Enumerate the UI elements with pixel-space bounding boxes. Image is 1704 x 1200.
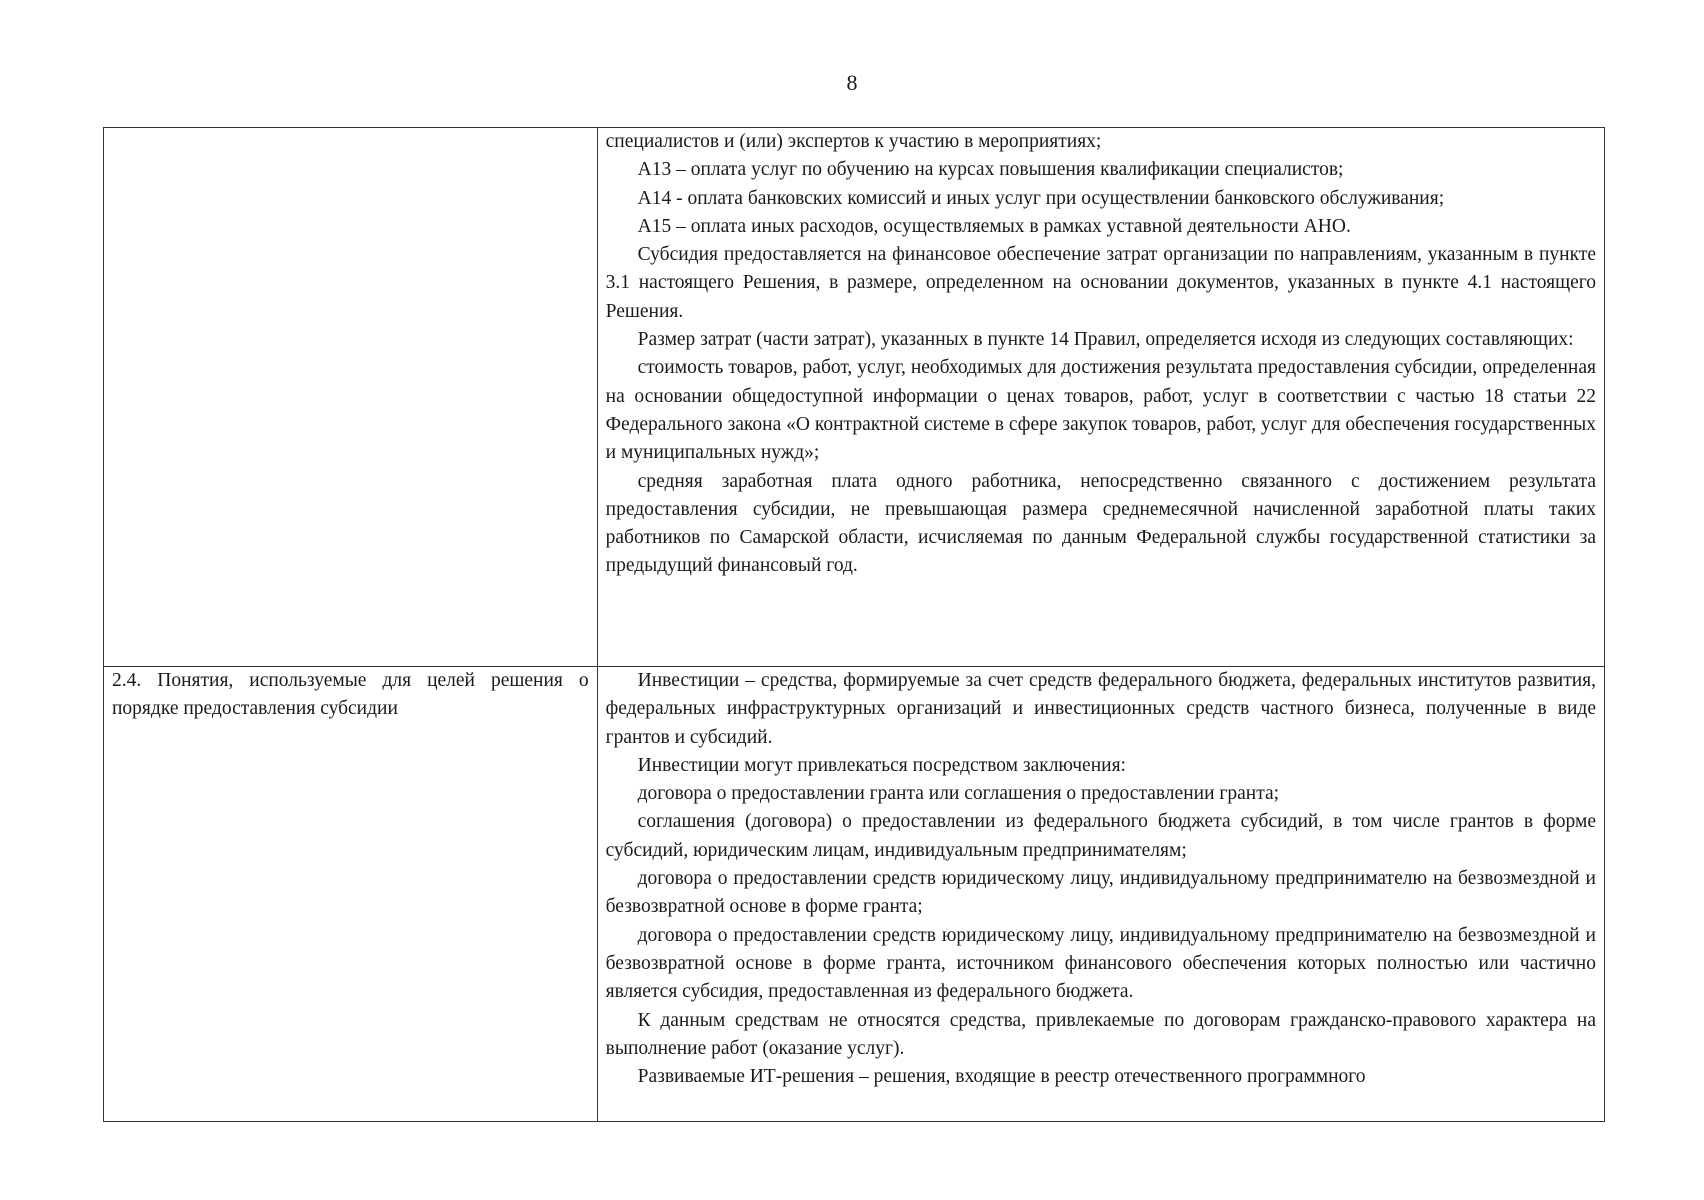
right-cell xyxy=(597,667,1604,1122)
document-table xyxy=(103,127,1605,1122)
table-row xyxy=(104,667,1605,1122)
right-cell xyxy=(597,128,1604,667)
paragraph: соглашения (договора) о предоставлении из федерального бюджета субсидий, в том числе грантов в форме субсидий, юридическим лицам, индивидуальным предпринимателям; xyxy=(605,811,1596,861)
paragraph: А13 – оплата услуг по обучению на курсах повышения квалификации специалистов; xyxy=(637,159,1344,181)
paragraph: А14 - оплата банковских комиссий и иных услуг при осуществлении банковского обслуживания; xyxy=(637,187,1445,209)
paragraph: К данным средствам не относятся средства, привлекаемые по договорам гражданско-правового характера на выполнение работ (оказание услуг). xyxy=(605,1009,1596,1059)
paragraph: А15 – оплата иных расходов, осуществляемых в рамках уставной деятельности АНО. xyxy=(637,215,1351,237)
paragraph: Субсидия предоставляется на финансовое обеспечение затрат организации по направлениям, указанным в пункте 3.1 настоящего Решения, в размере, определенном на основании документов, указанных в пункте 4.1 настоящего Решения. xyxy=(605,244,1596,322)
paragraph: Инвестиции – средства, формируемые за счет средств федерального бюджета, федеральных институтов развития, федеральных инфраструктурных организаций и инвестиционных средств частного бизнеса, полученные в виде грантов и субсидий. xyxy=(605,670,1596,748)
paragraph: договора о предоставлении гранта или соглашения о предоставлении гранта; xyxy=(637,783,1280,805)
paragraph: Развиваемые ИТ-решения – решения, входящие в реестр отечественного программного xyxy=(637,1066,1366,1088)
table-row xyxy=(104,128,1605,667)
left-cell xyxy=(104,667,598,1122)
paragraph: договора о предоставлении средств юридическому лицу, индивидуальному предпринимателю на безвозмездной и безвозвратной основе в форме гранта; xyxy=(605,868,1596,918)
paragraph: специалистов и (или) экспертов к участию в мероприятиях; xyxy=(605,131,1102,152)
paragraph: Размер затрат (части затрат), указанных в пункте 14 Правил, определяется исходя из следующих составляющих: xyxy=(637,329,1574,351)
page-number: 8 xyxy=(846,70,858,95)
paragraph: средняя заработная плата одного работника, непосредственно связанного с достижением результата предоставления субсидии, не превышающая размера среднемесячной начисленной заработной платы таких работников по Самарской области, исчисляемая по данным Федеральной службы государственной статистики за предыдущий финансовый год. xyxy=(605,470,1596,577)
left-cell-empty xyxy=(104,128,598,667)
paragraph: стоимость товаров, работ, услуг, необходимых для достижения результата предоставления субсидии, определенная на основании общедоступной информации о ценах товаров, работ, услуг в соответствии с частью 18 статьи 22 Федерального закона «О контрактной системе в сфере закупок товаров, работ, услуг для обеспечения государственных и муниципальных нужд»; xyxy=(605,357,1596,464)
paragraph: Инвестиции могут привлекаться посредством заключения: xyxy=(637,754,1126,776)
section-heading: 2.4. Понятия, используемые для целей решения о порядке предоставления субсидии xyxy=(112,670,589,720)
paragraph: договора о предоставлении средств юридическому лицу, индивидуальному предпринимателю на безвозмездной и безвозвратной основе в форме гранта, источником финансового обеспечения которых полностью или частично является субсидия, предоставленная из федерального бюджета. xyxy=(605,924,1596,1003)
